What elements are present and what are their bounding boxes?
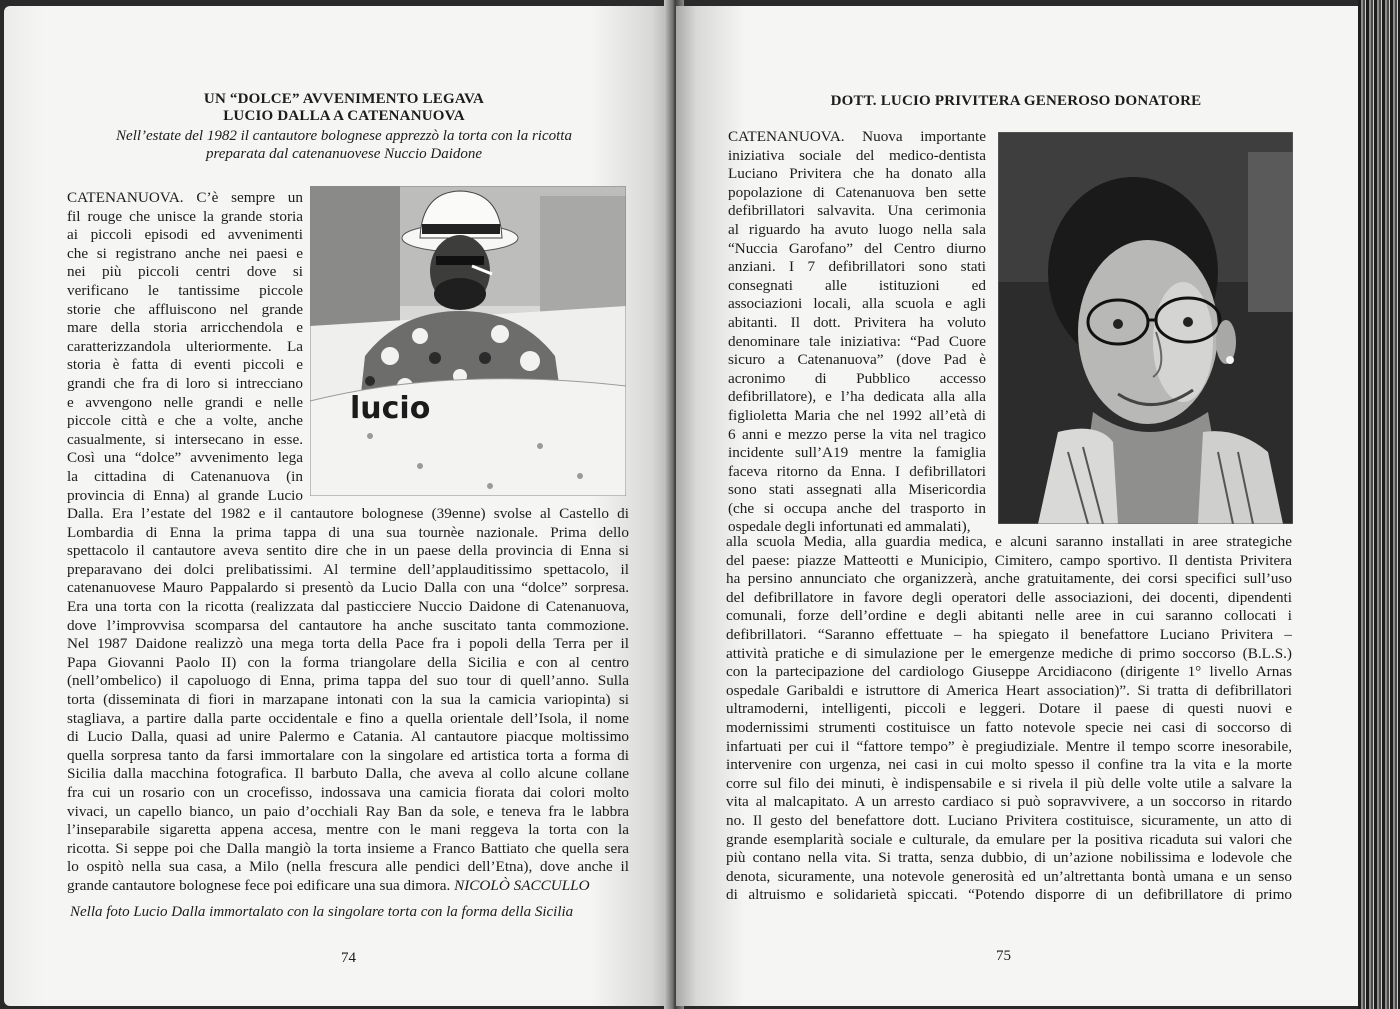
left-text-line: che si registrano anche nei paesi e: [67, 244, 303, 262]
right-wide-paragraph: [726, 533, 1292, 905]
left-article-subtitle: [44, 127, 644, 163]
left-text-line: (nell’ombelico) il capoluogo di Enna, prima tappa del suo tour di quell’anno. Sulla: [67, 672, 629, 690]
right-text-line: ultramoderni, intelligenti, piccoli e leggeri. Dotare il paese di questi nuovi e: [726, 700, 1292, 718]
left-final-line-text: grande cantautore bolognese fece poi edificare una sua dimora.: [67, 876, 451, 894]
right-text-line: intervenire con urgenza, nei casi in cui molto spesso il confine tra la vita e la morte: [726, 756, 1292, 774]
right-text-line: infartuati per cui il “fattore tempo” è pregiudiziale. Mentre il tempo scorre inesorabile,: [726, 737, 1292, 755]
left-text-line: fra cui un rosario con un crocefisso, indossava una camicia fiorata dai colori molto: [67, 783, 629, 801]
right-text-line: con la partecipazione del cardiologo Giuseppe Arcidiacono (dirigente 1° livello Arnas: [726, 663, 1292, 681]
right-text-line: “Nuccia Garofano” del Centro diurno: [728, 239, 986, 257]
right-text-line: alla scuola Media, alla guardia medica, e alcuni saranno installati in aree strategiche: [726, 533, 1292, 550]
right-text-line: abitanti. Il dott. Privitera ha voluto: [728, 313, 986, 331]
left-text-line: la cittadina di Catenanuova (in: [67, 467, 303, 485]
left-subtitle-line2: preparata dal catenanuovese Nuccio Daidone: [205, 146, 483, 162]
right-text-line: del paese: piazze Matteotti e Municipio, Cimitero, campo sportivo. Il dentista Privitera: [726, 551, 1292, 569]
left-text-line: Dalla. Era l’estate del 1982 e il cantautore bolognese (39enne) svolse al Castello di: [67, 505, 629, 522]
right-text-line: no. Il gesto del benefattore dott. Luciano Privitera costituisce, sicuramente, un atto di: [726, 811, 1292, 829]
right-text-line: defibrillatori. “Saranno effettuate – ha spiegato il benefattore Luciano Privitera –: [726, 625, 1292, 643]
left-text-line: catenanuovese Mauro Pappalardo si presentò da Lucio Dalla con una “dolce” sorpresa.: [67, 579, 629, 597]
left-page: [4, 6, 672, 1006]
right-text-line: faceva ritorno da Enna. I defibrillatori: [728, 462, 986, 480]
cake-banner-text: lucio: [350, 391, 431, 426]
left-text-line: ricotta. Si seppe poi che Dalla mangiò la torta insieme a Franco Battiato che quella sera: [67, 839, 629, 857]
page-number-left: 74: [341, 950, 356, 966]
left-text-line: casualmente, si intersecano in esse.: [67, 430, 303, 448]
right-page: [676, 6, 1366, 1006]
left-text-line: preparavano dei dolci prelibatissimi. Al termine dell’applauditissimo spettacolo, il: [67, 560, 629, 578]
left-text-line: torta (disseminata di fiori in marzapane intonati con la sua la camicia variopinta) si: [67, 690, 629, 708]
right-text-line: sicuro a Catenanuova” (dove Pad è: [728, 351, 986, 369]
right-text-line: di altruismo e solidarietà spiccati. “Potendo disporre di un defibrillatore di primo: [726, 886, 1292, 904]
left-text-line: grandi che fra di loro si intrecciano: [67, 374, 303, 392]
left-text-line: spettacolo il cantautore aveva sentito dire che in un paese della provincia di Enna si: [67, 542, 629, 560]
left-text-line: nei più piccoli centri dove si: [67, 263, 303, 281]
right-text-line: attività pratiche e di simulazione per le emergenze mediche di primo soccorso (B.L.S.): [726, 644, 1292, 662]
lucio-privitera-photo-image: [998, 132, 1293, 524]
right-text-line: sono stati assegnati alla Misericordia: [728, 481, 986, 499]
right-text-line: al riguardo ha avuto luogo nella sala: [728, 220, 986, 238]
right-text-line: ospedale degli infortunati ed ammalati),: [728, 518, 971, 536]
left-text-line: Papa Giovanni Paolo II) con la forma triangolare della Sicilia e con al centro: [67, 653, 629, 671]
left-text-line: Così una “dolce” avvenimento lega: [67, 449, 303, 467]
left-text-line: piccole città e che a volte, anche: [67, 412, 303, 430]
left-text-line: vivaci, un capello bianco, un paio d’occhiali Ray Ban da sole, e teneva fra le labbra: [67, 802, 629, 820]
left-text-line: storie che affluiscono nel grande: [67, 300, 303, 318]
right-text-line: (che si occupa anche del trasporto in: [728, 499, 986, 517]
left-text-line: CATENANUOVA. C’è sempre un: [67, 189, 303, 206]
right-article-title: DOTT. LUCIO PRIVITERA GENEROSO DONATORE: [830, 93, 1202, 109]
photo-caption: Nella foto Lucio Dalla immortalato con la singolare torta con la forma della Sicilia: [70, 904, 574, 920]
right-narrow-paragraph: [728, 128, 986, 537]
right-text-line: anziani. I 7 defibrillatori sono stati: [728, 258, 986, 276]
right-text-line: associazioni locali, alla scuola e agli: [728, 295, 986, 313]
lucio-privitera-photo: [998, 132, 1293, 524]
right-text-line: CATENANUOVA. Nuova importante: [728, 128, 986, 145]
right-text-line: ospedale Garibaldi e istruttore di America Heart association)”. Si tratta di defibrillatori: [726, 681, 1292, 699]
right-text-line: acronimo di Pubblico accesso: [728, 369, 986, 387]
right-text-line: denota, sicuramente, una notevole generosità ed un’altrettanta bontà umana e un senso: [726, 867, 1292, 885]
right-text-line: più contano nella vita. Si tratta, senza dubbio, di un’azione nobilissima e lodevole che: [726, 849, 1292, 867]
right-text-line: defibrillatore), e l’ha dedicata alla alla: [728, 388, 986, 406]
left-text-line: storia è fatta di eventi piccoli e: [67, 356, 303, 374]
left-text-line: ai piccoli episodi ed avvenimenti: [67, 226, 303, 244]
left-text-line: stagliava, a partire dalla parte occidentale e fino a quella orientale dell’Isola, il nome: [67, 709, 629, 727]
left-text-line: fil rouge che unisce la grande storia: [67, 207, 303, 225]
left-wide-paragraph: [67, 505, 629, 895]
right-text-line: del defibrillatore in favore degli operatori delle associazioni, dei docenti, dipendenti: [726, 588, 1292, 606]
right-text-line: figlioletta Maria che nel 1992 all’età di: [728, 406, 986, 424]
right-text-line: modernissimi strumenti costituisce un fatto notevole specie nei casi di soccorso di: [726, 718, 1292, 736]
right-text-line: corre sul filo dei minuti, è indispensabile e si rivela il più delle volte utile a salvare la: [726, 774, 1292, 792]
left-text-line: l’inseparabile sigaretta appena accesa, mentre con le mani reggeva la torta con la: [67, 821, 629, 839]
right-text-line: 6 anni e mezzo perse la vita nel tragico: [728, 425, 986, 443]
left-text-line: caratterizzandola ulteriormente. La: [67, 337, 303, 355]
right-text-line: denominare tale iniziativa: “Pad Cuore: [728, 332, 986, 350]
left-text-line: dove l’improvvisa scomparsa del cantautore ha anche suscitato tanta commozione.: [67, 616, 629, 634]
right-text-line: Luciano Privitera che ha donato alla: [728, 165, 986, 183]
left-text-line: di Lucio Dalla, quasi ad unire Palermo e Catania. Al cantautore piacque moltissimo: [67, 728, 629, 746]
left-narrow-paragraph: [67, 189, 303, 505]
page-edges: [1358, 0, 1400, 1009]
right-text-line: consegnati alle istituzioni ed: [728, 276, 986, 294]
left-text-line: mare della storia arricchendola e: [67, 319, 303, 337]
right-text-line: iniziativa sociale del medico-dentista: [728, 146, 986, 164]
left-text-line: lo ospitò nella sua casa, a Milo (nella frescura alle pendici dell’Etna), dove anche il: [67, 858, 629, 876]
left-text-line: Nel 1987 Daidone realizzò una mega torta della Pace fra i popoli della Terra per il: [67, 635, 629, 653]
right-text-line: ha persino annunciato che organizzerà, anche gratuitamente, dei corsi specifici sull’uso: [726, 570, 1292, 588]
right-text-line: comunali, forze dell’ordine e degli abitanti nelle aree in cui saranno collocati i: [726, 607, 1292, 625]
left-text-line: quella sorpresa tanto da farsi immortalare con la singolare ed artistica torta a forma di: [67, 746, 629, 764]
left-text-line: Sicilia dalla macchina fotografica. Il barbuto Dalla, che aveva al collo alcune collane: [67, 765, 629, 783]
page-number-right: 75: [996, 948, 1011, 964]
left-title-line2: LUCIO DALLA A CATENANUOVA: [223, 108, 465, 124]
right-text-line: incidente sull’A19 mentre la famiglia: [728, 444, 986, 462]
lucio-dalla-photo: [310, 186, 626, 496]
lucio-dalla-photo-image: [310, 186, 626, 496]
right-text-line: vita al malcapitato. A un arresto cardiaco si può sopravvivere, a un soccorso in ritardo: [726, 793, 1292, 811]
right-text-line: popolazione di Catenanuova ben sette: [728, 183, 986, 201]
right-text-line: defibrillatori salvavita. Una cerimonia: [728, 202, 986, 220]
left-text-line: Era una torta con la ricotta (realizzata dal pasticciere Nuccio Daidone di Catenanuova,: [67, 597, 629, 615]
left-subtitle-line1: Nell’estate del 1982 il cantautore bolognese apprezzò la torta con la ricotta: [116, 128, 572, 144]
left-text-line: verificano le tantissime piccole: [67, 281, 303, 299]
left-final-line: [67, 877, 629, 896]
article-author: NICOLÒ SACCULLO: [454, 876, 590, 894]
left-article-title: [64, 91, 624, 125]
left-title-line1: UN “DOLCE” AVVENIMENTO LEGAVA: [203, 91, 485, 107]
left-text-line: provincia di Enna) al grande Lucio: [67, 486, 303, 504]
left-text-line: Lombardia di Enna la prima tappa di una sua tournèe nazionale. Prima dello: [67, 523, 629, 541]
right-text-line: grande esemplarità sociale e culturale, da emulare per la positiva ricaduta sui valori che: [726, 830, 1292, 848]
left-text-line: e avvengono nelle grandi e nelle: [67, 393, 303, 411]
